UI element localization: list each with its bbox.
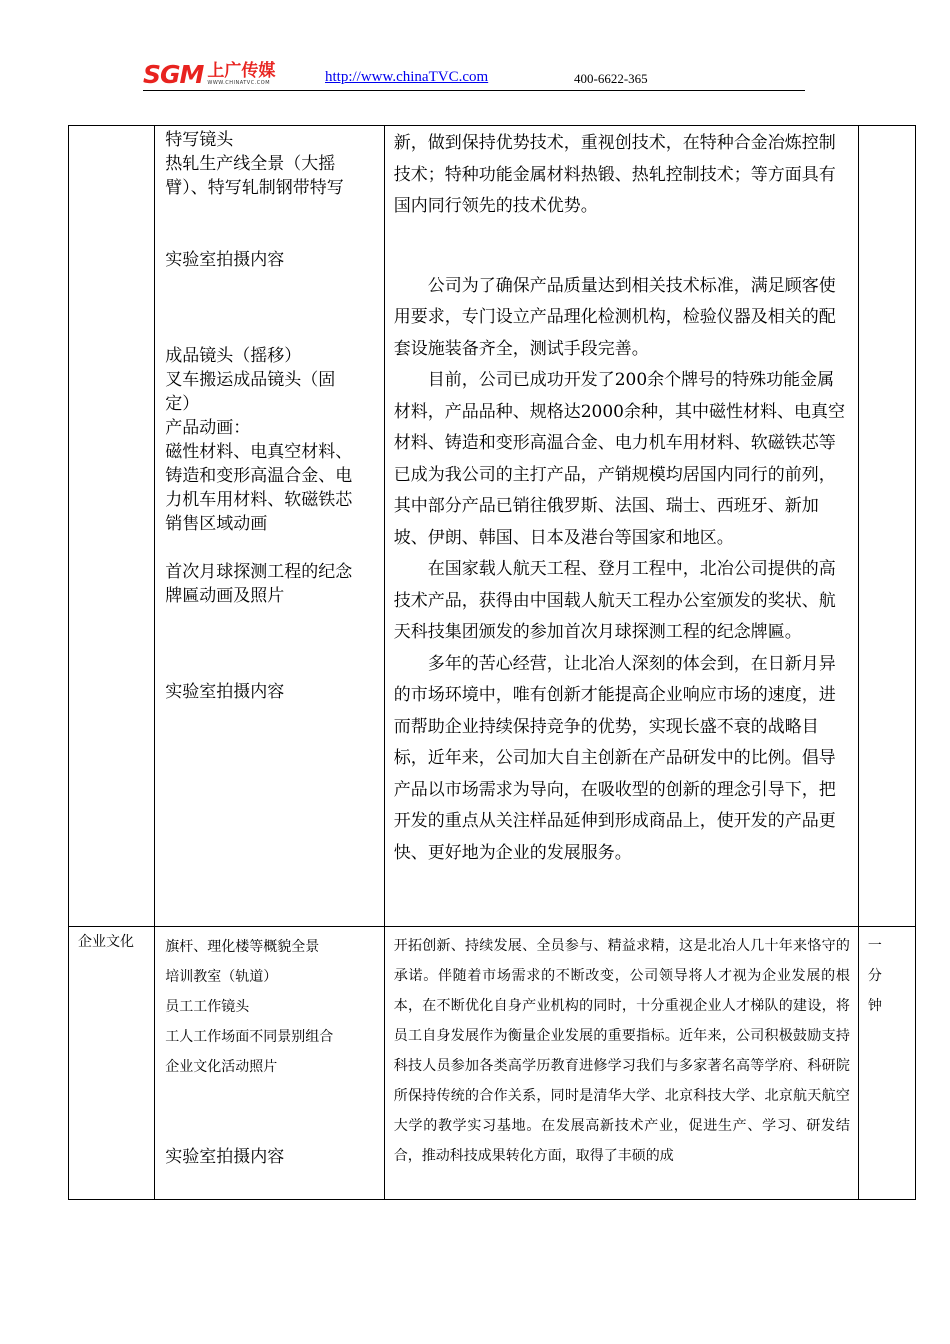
- shot-line: 特写镜头: [165, 130, 234, 150]
- shot-list: [155, 126, 384, 704]
- shot-line: 臂）、特写轧制钢带特写: [165, 178, 344, 198]
- shot-line: [165, 1082, 378, 1112]
- shot-list: [155, 927, 384, 1172]
- shot-line: 力机车用材料、软磁铁芯: [165, 490, 353, 510]
- narration-text: [385, 927, 858, 1171]
- storyboard-table: [68, 125, 916, 1200]
- shot-line: [165, 608, 378, 632]
- website-link[interactable]: http://www.chinaTVC.com: [325, 69, 489, 85]
- narration-cell: [384, 126, 858, 927]
- shot-line: 实验室拍摄内容: [165, 682, 285, 702]
- logo-url-text: WWW.CHINATVC.COM: [207, 80, 271, 86]
- shot-line: [165, 536, 378, 560]
- narration-paragraph: 公司为了确保产品质量达到相关技术标准，满足顾客使用要求，专门设立产品理化检测机构，检验仪器及相关的配套设施装备齐全，测试手段完善。: [393, 275, 836, 359]
- duration-cell: [858, 927, 915, 1200]
- shots-cell: [155, 126, 385, 927]
- shot-line: 磁性材料、电真空材料、: [165, 442, 353, 462]
- logo-chinese-name: 上广传媒: [207, 61, 276, 81]
- shot-line: 员工工作镜头: [165, 999, 250, 1015]
- phone-number: 400-6622-365: [574, 71, 648, 86]
- narration-paragraph: 目前，公司已成功开发了200余个牌号的特殊功能金属材料，产品品种、规格达2000余种，其中磁性材料、电真空材料、铸造和变形高温合金、电力机车用材料、软磁铁芯等已成为我公司的主打产品，产销规模均居国内同行的前列，其中部分产品已销往俄罗斯、法国、瑞士、西班牙、新加坡、伊朗、韩国、日本及港台等国家和地区。: [393, 370, 845, 548]
- narration-text: [385, 126, 858, 869]
- shots-cell: [155, 927, 385, 1200]
- narration-cell: [384, 927, 858, 1200]
- section-cell: [69, 927, 155, 1200]
- section-cell: [69, 126, 155, 927]
- shot-line: 首次月球探测工程的纪念: [165, 562, 353, 582]
- shot-line: 企业文化活动照片: [165, 1059, 278, 1075]
- table-row: [69, 126, 916, 927]
- shot-line: 产品动画：: [165, 418, 251, 438]
- shot-line: 培训教室（轨道）: [165, 969, 278, 985]
- shot-line: 定）: [165, 394, 200, 414]
- shot-line: [165, 320, 378, 344]
- shot-line: 工人工作场面不同景别组合: [165, 1029, 334, 1045]
- shot-line: [165, 656, 378, 680]
- shot-line: 叉车搬运成品镜头（固: [165, 370, 336, 390]
- shot-line: 实验室拍摄内容: [165, 1147, 285, 1167]
- narration-paragraph: 新，做到保持优势技术，重视创技术，在特种合金冶炼控制技术；特种功能金属材料热锻、热轧控制技术；等方面具有国内同行领先的技术优势。: [393, 133, 836, 216]
- shot-line: 旗杆、理化楼等概貌全景: [165, 939, 320, 955]
- narration-paragraph: 在国家载人航天工程、登月工程中，北冶公司提供的高技术产品，获得由中国载人航天工程办公室颁发的奖状、航天科技集团颁发的参加首次月球探测工程的纪念牌匾。: [393, 559, 836, 642]
- shot-line: [165, 272, 378, 296]
- shot-line: 销售区域动画: [165, 514, 268, 534]
- shot-line: 实验室拍摄内容: [165, 250, 285, 270]
- duration-text: 一分钟: [867, 938, 892, 1014]
- shot-line: 热轧生产线全景（大摇: [165, 154, 336, 174]
- narration-paragraph: 开拓创新、持续发展、全员参与、精益求精，这是北冶人几十年来恪守的承诺。伴随着市场需求的不断改变，公司领导将人才视为企业发展的根本，在不断优化自身产业机构的同时，十分重视企业人才梯队的建设，将员工自身发展作为衡量企业发展的重要指标。近年来，公司积极鼓励支持科技人员参加各类高学历教育进修学习我们与多家著名高等学府、科研院所保持传统的合作关系，同时是清华大学、北京科技大学、北京航天航空大学的教学实习基地。在发展高新技术产业，促进生产、学习、研发结合，推动科技成果转化方面，取得了丰硕的成: [393, 938, 850, 1164]
- shot-line: [165, 296, 378, 320]
- shot-line: [165, 200, 378, 224]
- page-header: [143, 62, 805, 91]
- section-label: 企业文化: [78, 934, 134, 950]
- duration-cell: [858, 126, 915, 927]
- shot-line: [165, 224, 378, 248]
- shot-line: [165, 632, 378, 656]
- narration-paragraph: 多年的苦心经营，让北冶人深刻的体会到，在日新月异的市场环境中，唯有创新才能提高企业响应市场的速度，进而帮助企业持续保持竞争的优势，实现长盛不衰的战略目标，近年来，公司加大自主创新在产品研发中的比例。倡导产品以市场需求为导向，在吸收型的创新的理念引导下，把开发的重点从关注样品延伸到形成商品上，使开发的产品更快、更好地为企业的发展服务。: [393, 653, 836, 863]
- company-logo: [143, 62, 275, 88]
- shot-line: 成品镜头（摇移）: [165, 346, 302, 366]
- table-row: [69, 927, 916, 1200]
- logo-mark: SGM: [143, 60, 204, 89]
- shot-line: [165, 1112, 378, 1142]
- shot-line: 铸造和变形高温合金、电: [165, 466, 353, 486]
- shot-line: 牌匾动画及照片: [165, 586, 285, 606]
